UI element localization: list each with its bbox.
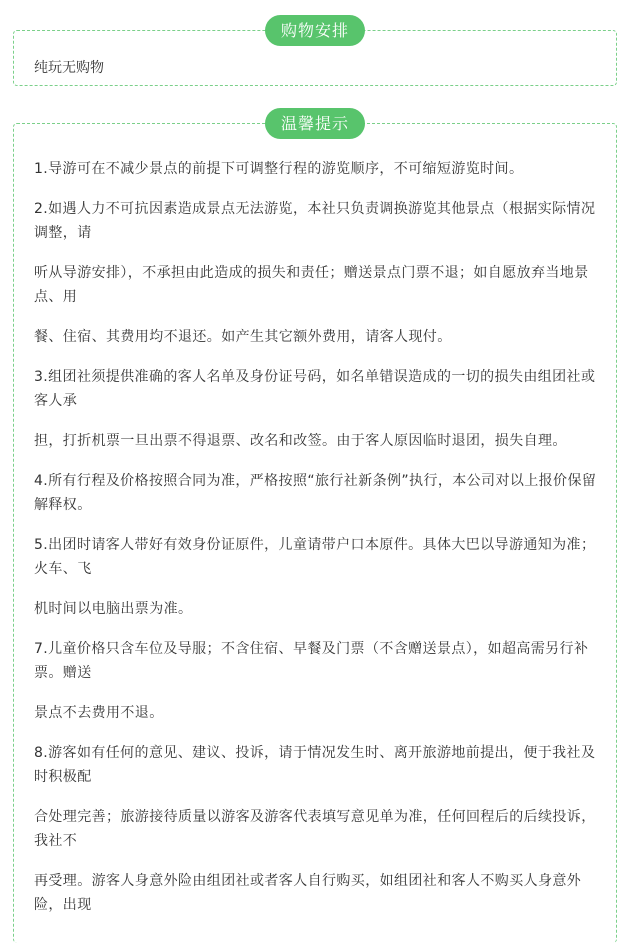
tip-paragraph: 2.如遇人力不可抗因素造成景点无法游览，本社只负责调换游览其他景点（根据实际情况调整，请 (34, 201, 596, 241)
tip-paragraph: 3.组团社须提供准确的客人名单及身份证号码，如名单错误造成的一切的损失由组团社或客人承 (34, 369, 596, 409)
tip-paragraph: 1.导游可在不减少景点的前提下可调整行程的游览顺序，不可缩短游览时间。 (34, 161, 524, 177)
tip-paragraph: 7.儿童价格只含车位及导服；不含住宿、早餐及门票（不含赠送景点），如超高需另行补票。赠送 (34, 641, 589, 681)
tips-section (13, 114, 617, 943)
tip-paragraph: 餐、住宿、其费用均不退还。如产生其它额外费用，请客人现付。 (34, 329, 452, 345)
tip-paragraph: 听从导游安排），不承担由此造成的损失和责任；赠送景点门票不退；如自愿放弃当地景点、用 (34, 265, 589, 305)
tip-paragraph: 合处理完善；旅游接待质量以游客及游客代表填写意见单为准，任何回程后的后续投诉，我社不 (34, 809, 596, 849)
shopping-title-badge: 购物安排 (265, 15, 365, 46)
tip-paragraph: 机时间以电脑出票为准。 (34, 601, 193, 617)
tips-body (34, 157, 602, 933)
tip-paragraph: 4.所有行程及价格按照合同为准，严格按照“旅行社新条例”执行，本公司对以上报价保留解释权。 (34, 473, 597, 513)
tip-paragraph: 担，打折机票一旦出票不得退票、改名和改签。由于客人原因临时退团，损失自理。 (34, 433, 567, 449)
shopping-text: 纯玩无购物 (34, 60, 104, 76)
tip-paragraph: 8.游客如有任何的意见、建议、投诉，请于情况发生时、离开旅游地前提出，便于我社及时积极配 (34, 745, 596, 785)
tips-title-badge: 温馨提示 (265, 108, 365, 139)
tip-paragraph: 再受理。游客人身意外险由组团社或者客人自行购买，如组团社和客人不购买人身意外险，出现 (34, 873, 582, 913)
shopping-section (13, 21, 617, 86)
tip-paragraph: 景点不去费用不退。 (34, 705, 164, 721)
tip-paragraph: 5.出团时请客人带好有效身份证原件，儿童请带户口本原件。具体大巴以导游通知为准；火车、飞 (34, 537, 596, 577)
